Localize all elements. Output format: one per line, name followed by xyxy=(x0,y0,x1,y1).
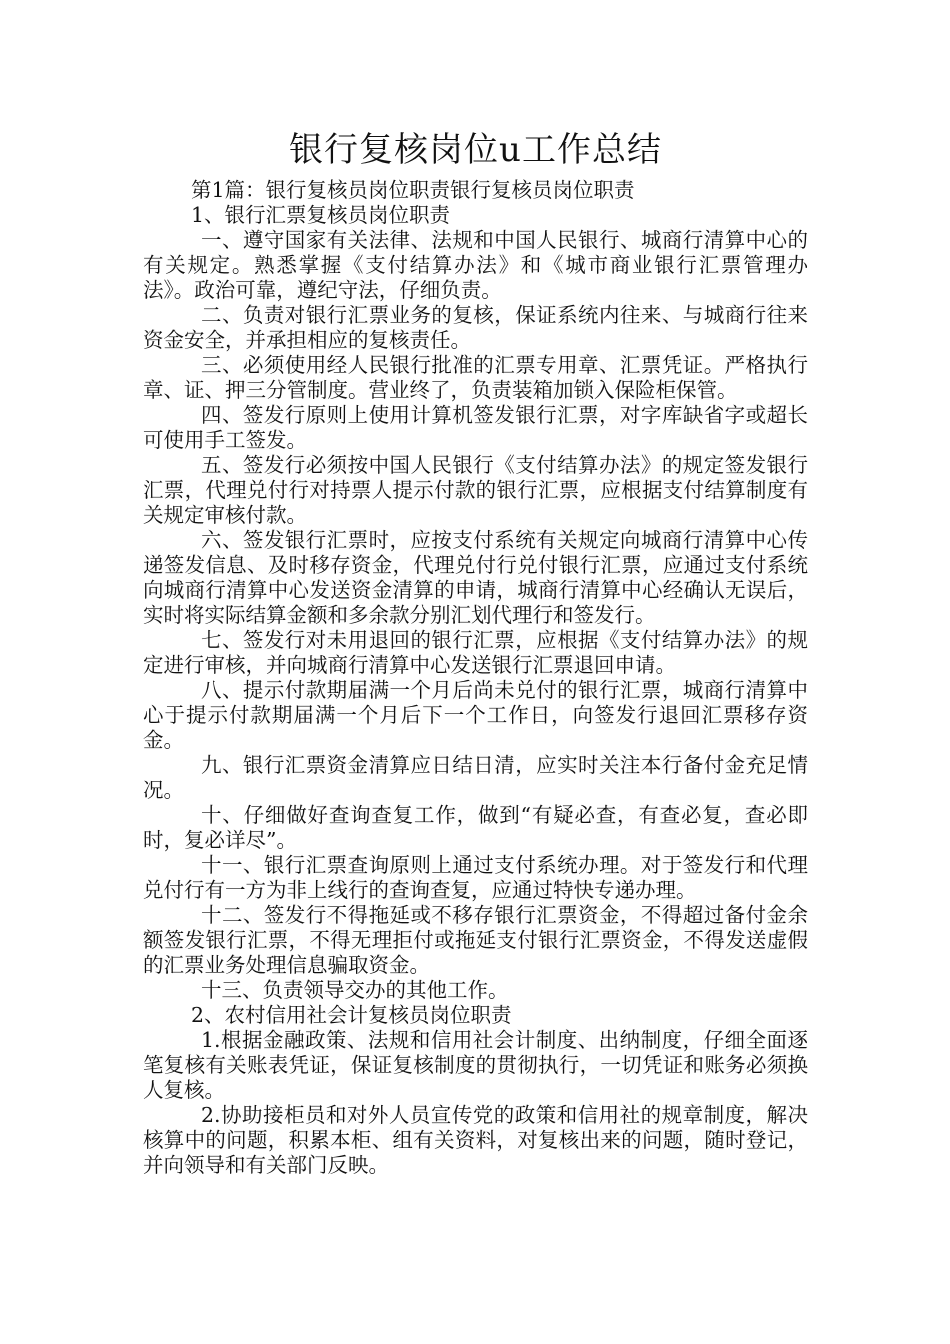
duty-item: 2.协助接柜员和对外人员宣传党的政策和信用社的规章制度，解决核算中的问题，积累本柜、组有关资料，对复核出来的问题，随时登记，并向领导和有关部门反映。 xyxy=(143,1103,808,1177)
duty-item: 一、遵守国家有关法律、法规和中国人民银行、城商行清算中心的有关规定。熟悉掌握《支付结算办法》和《城市商业银行汇票管理办法》。政治可靠，遵纪守法，仔细负责。 xyxy=(143,228,808,302)
duty-item: 四、签发行原则上使用计算机签发银行汇票，对字库缺省字或超长可使用手工签发。 xyxy=(143,403,808,452)
duty-item: 三、必须使用经人民银行批准的汇票专用章、汇票凭证。严格执行章、证、押三分管制度。营业终了，负责装箱加锁入保险柜保管。 xyxy=(143,353,808,402)
duty-item: 二、负责对银行汇票业务的复核，保证系统内往来、与城商行往来资金安全，并承担相应的复核责任。 xyxy=(143,303,808,352)
duty-item: 十三、负责领导交办的其他工作。 xyxy=(201,978,509,1002)
duty-item: 五、签发行必须按中国人民银行《支付结算办法》的规定签发银行汇票，代理兑付行对持票人提示付款的银行汇票，应根据支付结算制度有关规定审核付款。 xyxy=(143,453,808,527)
duty-item: 十二、签发行不得拖延或不移存银行汇票资金，不得超过备付金余额签发银行汇票，不得无理拒付或拖延支付银行汇票资金，不得发送虚假的汇票业务处理信息骗取资金。 xyxy=(143,903,808,977)
duty-item: 1.根据金融政策、法规和信用社会计制度、出纳制度，仔细全面逐笔复核有关账表凭证，保证复核制度的贯彻执行，一切凭证和账务必须换人复核。 xyxy=(143,1028,808,1102)
duty-item: 七、签发行对未用退回的银行汇票，应根据《支付结算办法》的规定进行审核，并向城商行清算中心发送银行汇票退回申请。 xyxy=(143,628,808,677)
duty-item: 八、提示付款期届满一个月后尚未兑付的银行汇票，城商行清算中心于提示付款期届满一个月后下一个工作日，向签发行退回汇票移存资金。 xyxy=(143,678,808,752)
document-title: 银行复核岗位u工作总结 xyxy=(289,130,662,170)
duty-item: 九、银行汇票资金清算应日结日清，应实时关注本行备付金充足情况。 xyxy=(143,753,808,802)
duty-item: 十、仔细做好查询查复工作，做到“有疑必查，有查必复，查必即时，复必详尽”。 xyxy=(143,803,808,852)
document-page xyxy=(143,128,808,1178)
duty-item: 六、签发银行汇票时，应按支付系统有关规定向城商行清算中心传递签发信息、及时移存资金，代理兑付行兑付银行汇票，应通过支付系统向城商行清算中心发送资金清算的申请，城商行清算中心经确认无误后，实时将实际结算金额和多余款分别汇划代理行和签发行。 xyxy=(143,528,808,627)
subheading-bank-draft-reviewer: 1、银行汇票复核员岗位职责 xyxy=(191,203,451,227)
section-title: 第1篇：银行复核员岗位职责银行复核员岗位职责 xyxy=(191,178,635,202)
duty-item: 十一、银行汇票查询原则上通过支付系统办理。对于签发行和代理兑付行有一方为非上线行的查询查复，应通过特快专递办理。 xyxy=(143,853,808,902)
subheading-rural-credit-reviewer: 2、农村信用社会计复核员岗位职责 xyxy=(191,1003,512,1027)
